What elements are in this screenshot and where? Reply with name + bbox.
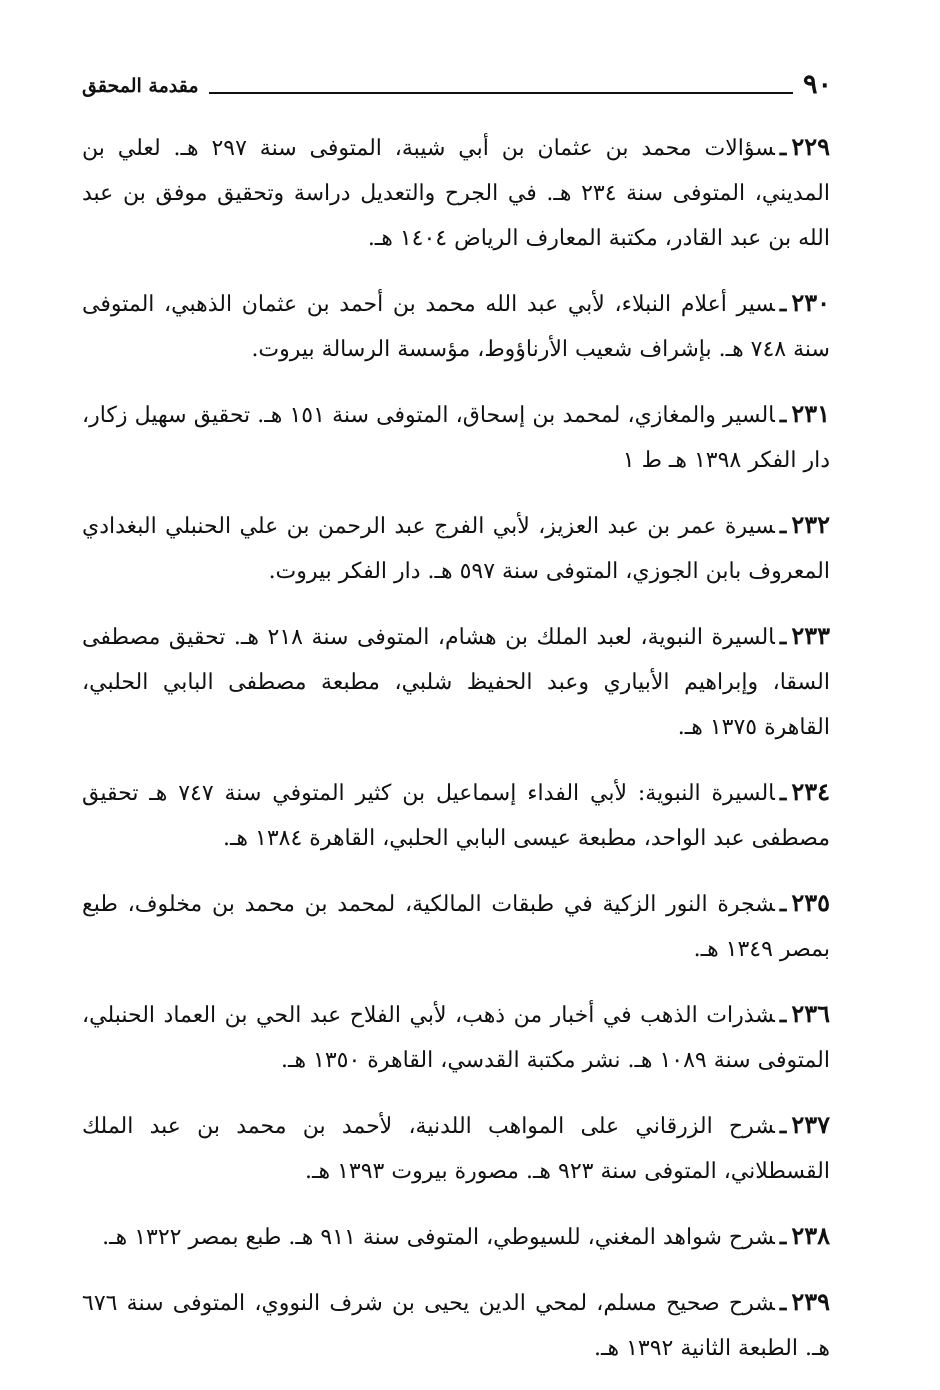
entry-dash: ـ xyxy=(779,1002,787,1028)
entry-number: ٢٣٠ xyxy=(791,288,830,317)
entry-text: سيرة عمر بن عبد العزيز، لأبي الفرج عبد الرحمن بن علي الحنبلي البغدادي المعروف بابن الجوزي، المتوفى سنة ٥٩٧ هـ. دار الفكر بيروت. xyxy=(82,514,830,584)
entry-dash: ـ xyxy=(779,1290,787,1316)
bibliography-entry xyxy=(82,1279,830,1371)
entry-text: السيرة النبوية: لأبي الفداء إسماعيل بن كثير المتوفي سنة ٧٤٧ هـ تحقيق مصطفى عبد الواحد، مطبعة عيسى البابي الحلبي، القاهرة ١٣٨٤ هـ. xyxy=(82,781,830,851)
entry-text: السيرة النبوية، لعبد الملك بن هشام، المتوفى سنة ٢١٨ هـ. تحقيق مصطفى السقا، وإبراهيم الأبياري وعبد الحفيظ شلبي، مطبعة مصطفى البابي الحلبي، القاهرة ١٣٧٥ هـ. xyxy=(82,625,830,740)
page-header xyxy=(82,66,832,100)
header-rule xyxy=(209,92,793,94)
entry-number: ٢٣٤ xyxy=(791,777,830,806)
entry-number: ٢٣٣ xyxy=(791,621,830,650)
bibliography-list xyxy=(82,124,830,1390)
entry-text: شذرات الذهب في أخبار من ذهب، لأبي الفلاح عبد الحي بن العماد الحنبلي، المتوفى سنة ١٠٨٩ هـ. نشر مكتبة القدسي، القاهرة ١٣٥٠ هـ. xyxy=(82,1003,830,1073)
entry-dash: ـ xyxy=(779,891,787,917)
bibliography-entry xyxy=(82,124,830,261)
entry-dash: ـ xyxy=(779,624,787,650)
entry-text: سؤالات محمد بن عثمان بن أبي شيبة، المتوفى سنة ٢٩٧ هـ. لعلي بن المديني، المتوفى سنة ٢٣٤ هـ. في الجرح والتعديل دراسة وتحقيق موفق بن عبد الله بن عبد القادر، مكتبة المعارف الرياض ١٤٠٤ هـ. xyxy=(82,136,830,251)
entry-number: ٢٣٧ xyxy=(791,1110,830,1139)
entry-number: ٢٣٩ xyxy=(791,1287,830,1316)
entry-text: شرح الزرقاني على المواهب اللدنية، لأحمد بن محمد بن عبد الملك القسطلاني، المتوفى سنة ٩٢٣ هـ. مصورة بيروت ١٣٩٣ هـ. xyxy=(82,1114,830,1184)
entry-number: ٢٣١ xyxy=(791,399,830,428)
entry-number: ٢٢٩ xyxy=(791,132,831,161)
entry-dash: ـ xyxy=(779,402,787,428)
running-head: مقدمة المحقق xyxy=(82,75,199,97)
entry-text: شرح صحيح مسلم، لمحي الدين يحيى بن شرف النووي، المتوفى سنة ٦٧٦ هـ. الطبعة الثانية ١٣٩٢ هـ. xyxy=(82,1291,830,1361)
entry-dash: ـ xyxy=(779,1224,787,1250)
entry-text: شرح شواهد المغني، للسيوطي، المتوفى سنة ٩١١ هـ. طبع بمصر ١٣٢٢ هـ. xyxy=(102,1225,775,1250)
bibliography-entry xyxy=(82,880,830,972)
bibliography-entry xyxy=(82,769,830,861)
entry-dash: ـ xyxy=(779,1113,787,1139)
entry-number: ٢٣٢ xyxy=(791,510,830,539)
bibliography-entry xyxy=(82,991,830,1083)
page-number: ٩٠ xyxy=(802,69,832,100)
bibliography-entry xyxy=(82,502,830,594)
bibliography-entry xyxy=(82,280,830,372)
entry-text: شجرة النور الزكية في طبقات المالكية، لمحمد بن محمد بن مخلوف، طبع بمصر ١٣٤٩ هـ. xyxy=(82,892,830,962)
entry-dash: ـ xyxy=(779,513,787,539)
entry-number: ٢٣٨ xyxy=(791,1221,830,1250)
bibliography-entry xyxy=(82,613,830,750)
bibliography-entry xyxy=(82,1102,830,1194)
entry-dash: ـ xyxy=(779,291,787,317)
entry-number: ٢٣٥ xyxy=(791,888,830,917)
entry-dash: ـ xyxy=(779,135,787,161)
bibliography-entry xyxy=(82,391,830,483)
bibliography-entry xyxy=(82,1213,830,1260)
entry-number: ٢٣٦ xyxy=(791,999,830,1028)
entry-text: سير أعلام النبلاء، لأبي عبد الله محمد بن أحمد بن عثمان الذهبي، المتوفى سنة ٧٤٨ هـ. بإشراف شعيب الأرناؤوط، مؤسسة الرسالة بيروت. xyxy=(82,292,830,362)
entry-text: السير والمغازي، لمحمد بن إسحاق، المتوفى سنة ١٥١ هـ. تحقيق سهيل زكار، دار الفكر ١٣٩٨ هـ ط ١ xyxy=(82,403,830,473)
entry-dash: ـ xyxy=(779,780,787,806)
